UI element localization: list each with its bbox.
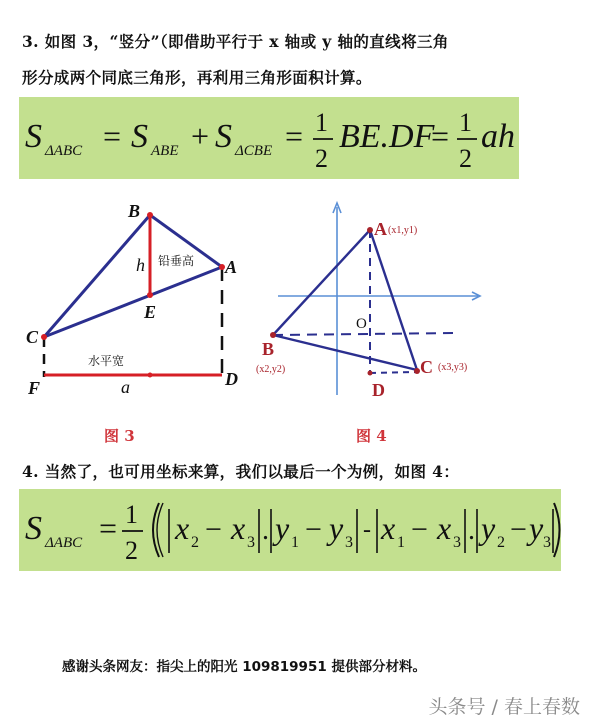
watermark: 头条号 / 春上春数 (428, 696, 580, 718)
formula2-x2-sub: 2 (191, 534, 199, 551)
formula1-frac1-num: 1 (315, 108, 328, 137)
formula2-minus4: − (510, 513, 527, 546)
fig3-label-h: h (136, 255, 145, 275)
formula2-box (19, 489, 561, 571)
fig3-label-b: B (128, 201, 141, 221)
formula1-S3: S (215, 118, 232, 155)
fig4-label-a-coord: (x1,y1) (388, 225, 418, 236)
fig4-label-a: A (374, 219, 387, 239)
fig3-caption: 图 3 (104, 427, 135, 445)
formula2-x3b: x (437, 510, 452, 546)
formula2-x3b-sub: 3 (453, 534, 461, 551)
formula2-minus1: − (205, 513, 222, 546)
fig4-dash-dc (370, 372, 417, 373)
formula2-eq: = (99, 510, 118, 546)
figure3 (18, 195, 263, 400)
formula2-frac-num: 1 (125, 500, 138, 529)
fig4-edge-ac (370, 230, 417, 370)
formula1-sub-cbe: ΔCBE (235, 143, 273, 159)
formula1-box (19, 97, 519, 179)
fig3-point-c (41, 334, 47, 340)
fig3-edge-ca (44, 267, 222, 337)
formula2-dot2: . (468, 515, 475, 546)
formula2-y3-sub: 3 (345, 534, 353, 551)
formula2-y2: y (481, 510, 496, 546)
fig4-label-b-coord: (x2,y2) (256, 364, 286, 375)
formula2-x2: x (175, 510, 190, 546)
formula2-x3-sub: 3 (247, 534, 255, 551)
formula1-be-df: BE.DF (339, 118, 435, 155)
formula2-dash: - (363, 517, 371, 543)
formula1-S1: S (25, 118, 42, 155)
formula1-frac2-den: 2 (459, 144, 472, 173)
formula2-x1-sub: 1 (397, 534, 405, 551)
credit-text: 感谢头条网友：指尖上的阳光 109819951 提供部分材料。 (62, 659, 426, 675)
formula2-minus2: − (305, 513, 322, 546)
formula2 (19, 489, 561, 571)
figure4 (250, 195, 495, 405)
formula1-sub-abc: ΔABC (45, 143, 83, 159)
fig3-mid-dot (148, 373, 153, 378)
fig3-label-a: A (225, 257, 238, 277)
fig4-dash-horizontal (273, 333, 455, 335)
formula2-frac-den: 2 (125, 536, 138, 565)
fig4-caption: 图 4 (356, 427, 387, 445)
fig3-label-c: C (26, 327, 39, 347)
formula2-sub-abc: ΔABC (45, 535, 83, 551)
fig3-label-vertical: 铅垂高 (158, 254, 195, 268)
formula1-eq1: = (103, 118, 122, 154)
formula1-eq2: = (285, 118, 304, 154)
fig3-edge-bc (44, 215, 150, 337)
formula1-ah: ah (481, 118, 515, 155)
formula1-eq3: = (431, 118, 450, 154)
section3-line1: 3. 如图 3，“竖分”（即借助平行于 x 轴或 y 轴的直线将三角 (22, 32, 449, 51)
fig3-point-b (147, 212, 153, 218)
fig3-point-e (147, 292, 153, 298)
formula2-y1: y (275, 510, 290, 546)
formula1-frac2-num: 1 (459, 108, 472, 137)
fig4-label-b: B (262, 339, 275, 359)
fig4-edge-bc (273, 335, 417, 370)
section3-line2: 形分成两个同底三角形，再利用三角形面积计算。 (22, 68, 372, 87)
formula1 (19, 97, 519, 179)
fig4-label-d: D (372, 380, 385, 400)
formula2-paren-left (153, 503, 159, 557)
fig4-point-a (367, 227, 373, 233)
formula2-x1: x (381, 510, 396, 546)
fig3-label-a-small: a (121, 377, 130, 397)
formula2-y3b: y (529, 510, 544, 546)
formula1-plus: + (191, 118, 210, 154)
formula1-S2: S (131, 118, 148, 155)
formula2-paren-right (554, 503, 560, 557)
fig3-label-horizontal: 水平宽 (88, 354, 125, 368)
fig4-label-c: C (420, 357, 433, 377)
fig4-label-o: O (356, 316, 367, 332)
formula2-minus3: − (411, 513, 428, 546)
section4-line1: 4. 当然了，也可用坐标来算，我们以最后一个为例，如图 4： (22, 462, 460, 481)
formula1-sub-abe: ABE (151, 143, 179, 159)
formula2-y1-sub: 1 (291, 534, 299, 551)
formula2-y3: y (329, 510, 344, 546)
formula2-y2-sub: 2 (497, 534, 505, 551)
formula2-x3: x (231, 510, 246, 546)
fig3-label-e: E (144, 302, 157, 322)
formula2-y3b-sub: 3 (543, 534, 551, 551)
formula2-S: S (25, 510, 42, 547)
fig3-label-d: D (225, 369, 238, 389)
formula1-frac1-den: 2 (315, 144, 328, 173)
fig4-label-c-coord: (x3,y3) (438, 362, 468, 373)
formula2-dot1: . (262, 515, 269, 546)
fig4-point-d (368, 371, 373, 376)
fig3-label-f: F (28, 378, 41, 398)
fig4-point-b (270, 332, 276, 338)
formula2-paren-left-2 (157, 503, 163, 557)
